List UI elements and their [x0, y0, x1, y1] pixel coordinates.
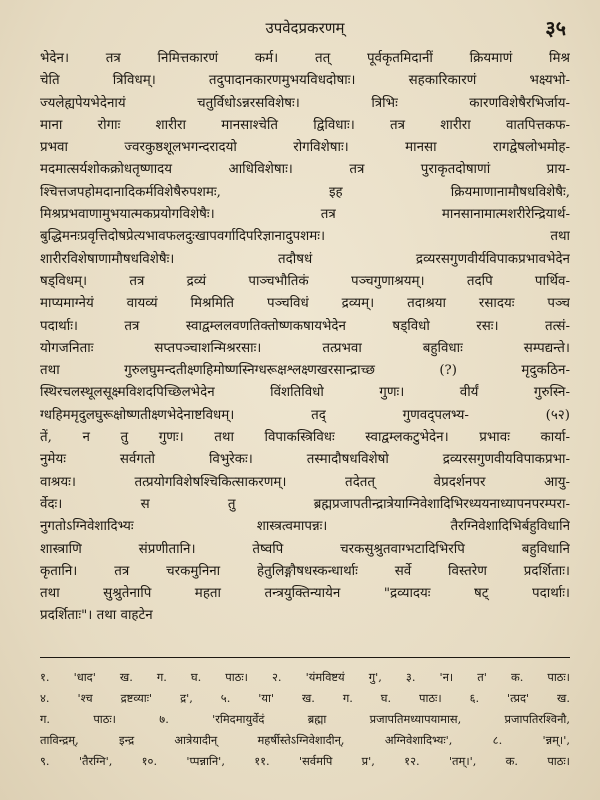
- text-line: तथा गुरुलघुमन्दतीक्ष्णहिमोष्णस्निग्धरूक्षश्लक्ष्णखरसान्द्राच्छ (?) मृदुकठिन-: [40, 363, 570, 379]
- text-line: नुमेयः सर्वगतो विभुरेकः। तस्मादौषधविशेषो द्रव्यरसगुणवीयविपाकप्रभा-: [40, 452, 570, 468]
- text-line: भेदेन। तत्र निमित्तकारणं कर्म। तत् पूर्वकृतमिदानीं क्रियमाणं मिश्र: [40, 51, 570, 66]
- footnote-line: १. 'धाद' ख. ग. घ. पाठः। २. 'यंमविष्टयं गु', ३. 'न। त' क. पाठः।: [40, 670, 570, 684]
- page-number: ३५: [545, 16, 566, 40]
- footnote-divider: [40, 657, 570, 658]
- text-line: तें, न तु गुणः। तथा विपाकस्त्रिविधः स्वाद्वम्लकटुभेदेन। प्रभावः कार्या-: [40, 430, 570, 446]
- footnote-line: ताविन्द्रम्, इन्द्र आत्रेयादीन् महर्षीस्तेऽग्निवेशादीन्, अग्निवेशादिभ्यः', ८. 'न्नम्।',: [40, 733, 570, 747]
- text-line: नुगतोऽग्निवेशादिभ्यः शास्त्रत्वमापन्नः। तैरग्निवेशादिभिर्बहुविधानि: [40, 519, 570, 535]
- text-line: षड्विधम्। तत्र द्रव्यं पाञ्चभौतिकं पञ्चगुणाश्रयम्। तदपि पार्थिव-: [40, 273, 570, 289]
- text-line: मिश्रप्रभवाणामुभयात्मकप्रयोगविशेषैः। तत्र मानसानामात्मशरीरेन्द्रियार्थ-: [40, 207, 570, 223]
- text-line: तथा सुश्रुतेनापि महता तन्त्रयुक्तिन्यायेन "द्रव्यादयः षट् पदार्थाः।: [40, 586, 570, 602]
- text-line: शारीरविशेषाणामौषधविशेषैः। तदौषधं द्रव्यरसगुणवीर्यविपाकप्रभावभेदेन: [40, 251, 570, 267]
- text-line: मदमात्सर्यशोकक्रोधतृष्णादय आधिविशेषाः। तत्र पुराकृतदोषाणां प्राय-: [40, 162, 570, 178]
- main-text: [40, 48, 570, 628]
- footnote-line: ४. 'श्च द्रष्टव्याः' द्र', ५. 'या' ख. ग. घ. पाठः। ६. 'त्प्रद' ख.: [40, 691, 570, 705]
- text-line: श्चित्तजपहोमदानादिकर्मविशेषैरुपशमः, इह क्रियमाणानामौषधविशेषैः,: [40, 184, 570, 200]
- footnote-line: ग. पाठः। ७. 'रमिदमायुर्वेदं ब्रह्मा प्रजापतिमध्यापयामास, प्रजापतिरश्विनौ,: [40, 712, 570, 726]
- text-line: ग्धहिममृदुलघुरूक्षोष्णतीक्ष्णभेदेनाष्टविधम्। तद् गुणवद्पलभ्य- (५२): [40, 407, 570, 423]
- text-line: वाश्रयः। तत्प्रयोगविशेषश्चिकित्साकरणम्। तदेतत् वेप्रदर्शनपर आयु-: [40, 474, 570, 490]
- text-line: पदार्थाः। तत्र स्वाद्वम्ललवणतिक्तोष्णकषायभेदेन षड्विधो रसः। तत्सं-: [40, 318, 570, 334]
- page-header: [40, 10, 570, 40]
- text-line: बुद्धिमनःप्रवृत्तिदोषप्रेत्यभावफलदुःखापवर्गादिपरिज्ञानादुपशमः। तथा: [40, 229, 570, 245]
- text-line: योगजनिताः सप्तपञ्चाशन्मिश्ररसाः। तत्प्रभवा बहुविधाः सम्पद्यन्ते।: [40, 340, 570, 356]
- footnote-line: ९. 'तैरग्नि', १०. 'प्पन्नानि', ११. 'सर्वमपि प्र', १२. 'तम्।', क. पाठः।: [40, 754, 570, 768]
- text-line: प्रदर्शिताः"। तथा वाहटेन: [40, 608, 153, 624]
- text-line: ज्यलेह्यपेयभेदेनायं चतुर्विधोऽन्नरसविशेषः। त्रिभिः कारणविशेषैरभिर्जाय-: [40, 95, 570, 111]
- text-line: र्वेदः। स तु ब्रह्मप्रजापतीन्द्रात्रेयाग्निवेशादिभिरध्ययनाध्यापनपरम्परा-: [40, 496, 570, 512]
- text-line: चेति त्रिविधम्। तदुपादानकारणमुभयविधदोषाः। सहकारिकारणं भक्ष्यभो-: [40, 73, 570, 89]
- footnotes: [40, 667, 570, 772]
- running-title: उपवेदप्रकरणम्: [265, 19, 345, 37]
- text-line: स्थिरचलस्थूलसूक्ष्मविशदपिच्छिलभेदेन विंशतिविधो गुणः। वीर्यं गुरुस्नि-: [40, 385, 570, 401]
- text-line: प्रभवा ज्वरकुष्ठशूलभगन्दरादयो रोगविशेषाः। मानसा रागद्वेषलोभमोह-: [40, 140, 570, 156]
- text-line: माना रोगाः शारीरा मानसाश्चेति द्विविधाः। तत्र शारीरा वातपित्तकफ-: [40, 117, 570, 133]
- text-line: माप्यमाग्नेयं वायव्यं मिश्रमिति पञ्चविधं द्रव्यम्। तदाश्रया रसादयः पञ्च: [40, 296, 570, 312]
- text-line: कृतानि। तत्र चरकमुनिना हेतुलिङ्गौषधस्कन्धार्थाः सर्वे विस्तरेण प्रदर्शिताः।: [40, 563, 570, 579]
- text-line: शास्त्राणि संप्रणीतानि। तेष्वपि चरकसुश्रुतवाग्भटादिभिरपि बहुविधानि: [40, 541, 570, 557]
